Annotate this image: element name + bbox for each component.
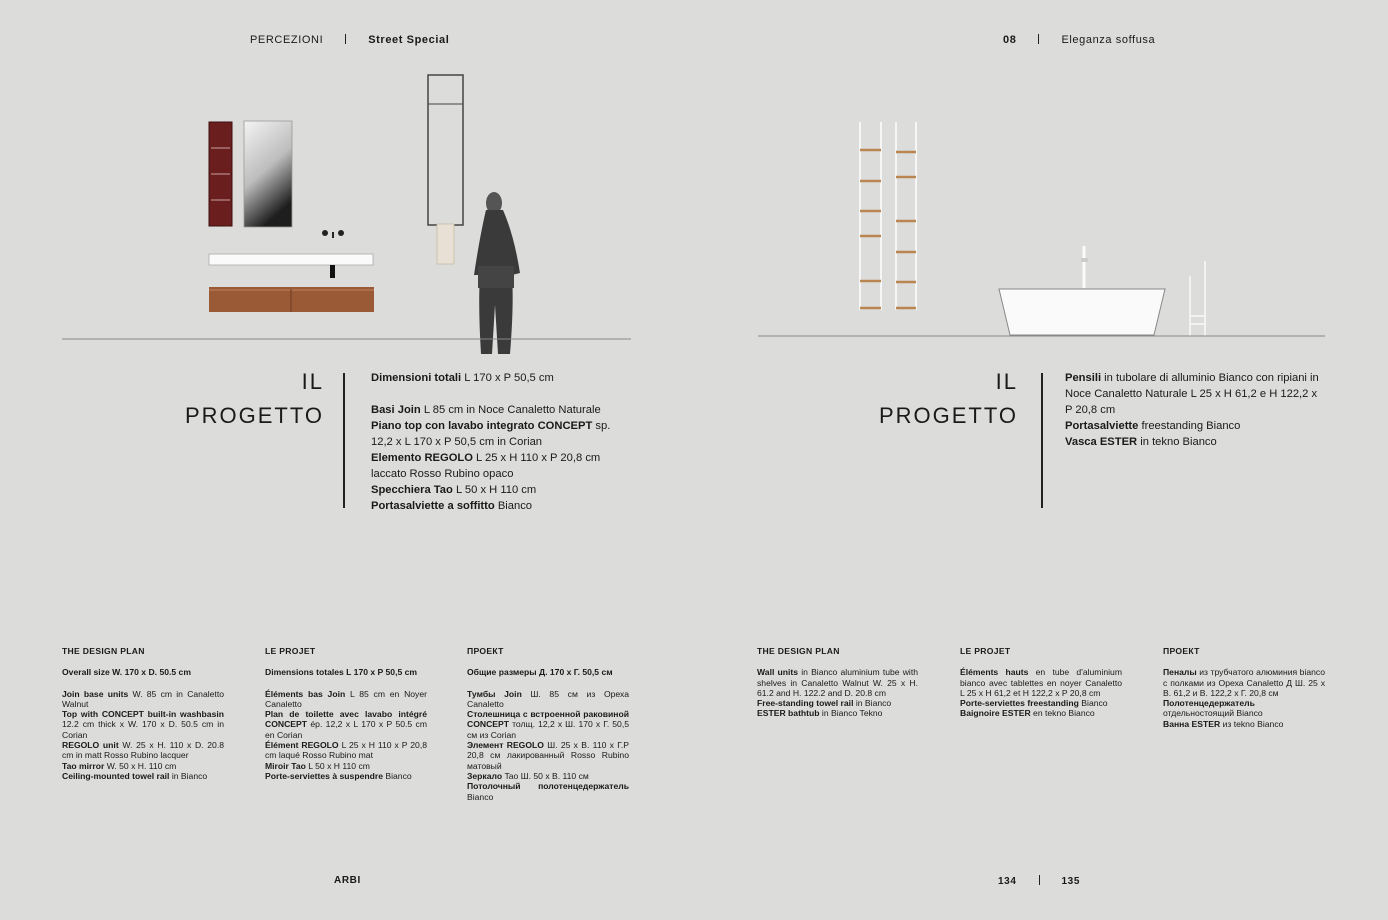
- right-col-english: [757, 646, 918, 719]
- col-item: Полотенцедержатель отдельностоящий Bianco: [1163, 698, 1263, 719]
- regolo-unit: [209, 122, 232, 226]
- drain: [330, 265, 335, 278]
- col-item: Éléments hauts en tube d'aluminium bianco avec tablettes en noyer Canaletto L 25 x H 61,2 et H 122,2 x P 20,8 cm: [960, 667, 1122, 698]
- header-divider: [1038, 34, 1039, 44]
- col-item: Тумбы Join Ш. 85 см из Ореха Canaletto: [467, 688, 629, 709]
- left-project-heading: [120, 365, 324, 433]
- left-col-russian: [467, 646, 629, 802]
- section-label: PERCEZIONI: [250, 34, 324, 46]
- heading-line-2: PROGETTO: [878, 403, 1018, 428]
- tao-mirror: [244, 121, 292, 227]
- wall-unit-shelves: [860, 150, 916, 308]
- col-item: Plan de toilette avec lavabo intégré CONCEPT ép. 12,2 x L 170 x P 50.5 cm en Corian: [265, 709, 427, 740]
- spec-item: Specchiera Tao L 50 x H 110 cm: [371, 484, 537, 496]
- col-item: Join base units W. 85 cm in Canaletto Walnut: [62, 688, 224, 709]
- column-heading: ПРОЕКТ: [1163, 646, 1200, 656]
- page-numbers: [998, 875, 1080, 887]
- spec-item: Dimensioni totali L 170 x P 50,5 cm: [371, 372, 554, 384]
- left-col-english: [62, 646, 224, 781]
- col-item: Ванна ESTER из tekno Bianco: [1163, 718, 1284, 729]
- left-col-french: [265, 646, 427, 781]
- col-item: Baignoire ESTER en tekno Bianco: [960, 708, 1095, 719]
- left-spec-list: [371, 370, 621, 514]
- left-bathroom-drawing: [0, 60, 694, 360]
- chapter-title: Eleganza soffusa: [1061, 34, 1156, 46]
- overall-size: Overall size W. 170 x D. 50.5 cm: [62, 667, 191, 678]
- concept-top: [209, 254, 373, 265]
- spec-item: Basi Join L 85 cm in Noce Canaletto Naturale: [371, 404, 601, 416]
- heading-line-2: PROGETTO: [184, 403, 324, 428]
- column-heading: LE PROJET: [960, 646, 1011, 656]
- col-item: Зеркало Tao Ш. 50 x В. 110 см: [467, 770, 589, 781]
- chapter-number: 08: [1003, 34, 1017, 46]
- spec-item: Portasalviette freestanding Bianco: [1065, 420, 1241, 432]
- col-item: Tao mirror W. 50 x H. 110 cm: [62, 760, 177, 771]
- col-item: Porte-serviettes à suspendre Bianco: [265, 770, 412, 781]
- column-heading: THE DESIGN PLAN: [62, 646, 145, 656]
- spec-item: Elemento REGOLO L 25 x H 110 x P 20,8 cm laccato Rosso Rubino opaco: [371, 452, 601, 480]
- section-title: Street Special: [368, 34, 450, 46]
- column-heading: THE DESIGN PLAN: [757, 646, 840, 656]
- faucet: [322, 230, 344, 238]
- col-item: Пеналы из трубчатого алюминия bianco с полками из Ореха Canaletto Д Ш. 25 x В. 61,2 и В. 122,2 x Г. 20,8 см: [1163, 667, 1325, 698]
- overall-size: Общие размеры Д. 170 x Г. 50,5 см: [467, 667, 613, 678]
- right-spec-list: [1065, 370, 1327, 450]
- col-item: Élément REGOLO L 25 x H 110 x P 20,8 cm laqué Rosso Rubino mat: [265, 740, 427, 761]
- brand-name: ARBI: [334, 875, 361, 886]
- overall-size: Dimensions totales L 170 x P 50,5 cm: [265, 667, 418, 678]
- left-heading-divider: [343, 373, 345, 508]
- header-left: [250, 34, 449, 46]
- col-item: Miroir Tao L 50 x H 110 cm: [265, 760, 370, 771]
- header-divider: [345, 34, 346, 44]
- column-heading: ПРОЕКТ: [467, 646, 504, 656]
- spec-item: Vasca ESTER in tekno Bianco: [1065, 436, 1217, 448]
- ceiling-towel-rail: [428, 75, 463, 264]
- page-number-right: 135: [1061, 876, 1080, 887]
- col-item: Ceiling-mounted towel rail in Bianco: [62, 770, 208, 781]
- col-item: Столешница с встроенной раковиной CONCEPT толщ. 12,2 x Ш. 170 x Г. 50,5 см из Corian: [467, 709, 629, 740]
- page-number-left: 134: [998, 876, 1017, 887]
- header-right: [1003, 34, 1155, 46]
- col-item: Элемент REGOLO Ш. 25 x В. 110 x Г.Р 20,8 см лакированный Rosso Rubino матовый: [467, 740, 629, 771]
- heading-line-1: IL: [301, 369, 324, 394]
- col-item: Top with CONCEPT built-in washbasin 12.2 cm thick x W. 170 x D. 50.5 cm in Corian: [62, 709, 224, 740]
- col-item: Free-standing towel rail in Bianco: [757, 698, 892, 709]
- right-heading-divider: [1041, 373, 1043, 508]
- footer-divider: [1039, 875, 1040, 885]
- right-bathroom-drawing: [694, 60, 1388, 360]
- bath-mixer: [1081, 246, 1088, 288]
- col-item: Потолочный полотенцедержатель Bianco: [467, 781, 629, 802]
- col-item: REGOLO unit W. 25 x H. 110 x D. 20.8 cm in matt Rosso Rubino lacquer: [62, 740, 224, 761]
- person-figure: [474, 192, 520, 354]
- col-item: Wall units in Bianco aluminium tube with shelves in Canaletto Walnut W. 25 x H. 61.2 and H. 122.2 and D. 20.8 cm: [757, 667, 919, 698]
- join-base-unit: [209, 287, 374, 312]
- heading-line-1: IL: [995, 369, 1018, 394]
- spec-item: Portasalviette a soffitto Bianco: [371, 500, 533, 512]
- right-col-french: [960, 646, 1122, 719]
- freestanding-towel-rail: [1190, 261, 1205, 336]
- col-item: Éléments bas Join L 85 cm en Noyer Canaletto: [265, 688, 427, 709]
- ester-bathtub: [999, 289, 1165, 335]
- col-item: ESTER bathtub in Bianco Tekno: [757, 708, 883, 719]
- col-item: Porte-serviettes freestanding Bianco: [960, 698, 1108, 709]
- spec-item: Pensili in tubolare di alluminio Bianco con ripiani in Noce Canaletto Naturale L 25 x H 61,2 e H 122,2 x P 20,8 cm: [1065, 372, 1319, 416]
- right-project-heading: [814, 365, 1018, 433]
- spec-item: Piano top con lavabo integrato CONCEPT sp. 12,2 x L 170 x P 50,5 cm in Corian: [371, 420, 611, 448]
- right-col-russian: [1163, 646, 1325, 729]
- column-heading: LE PROJET: [265, 646, 316, 656]
